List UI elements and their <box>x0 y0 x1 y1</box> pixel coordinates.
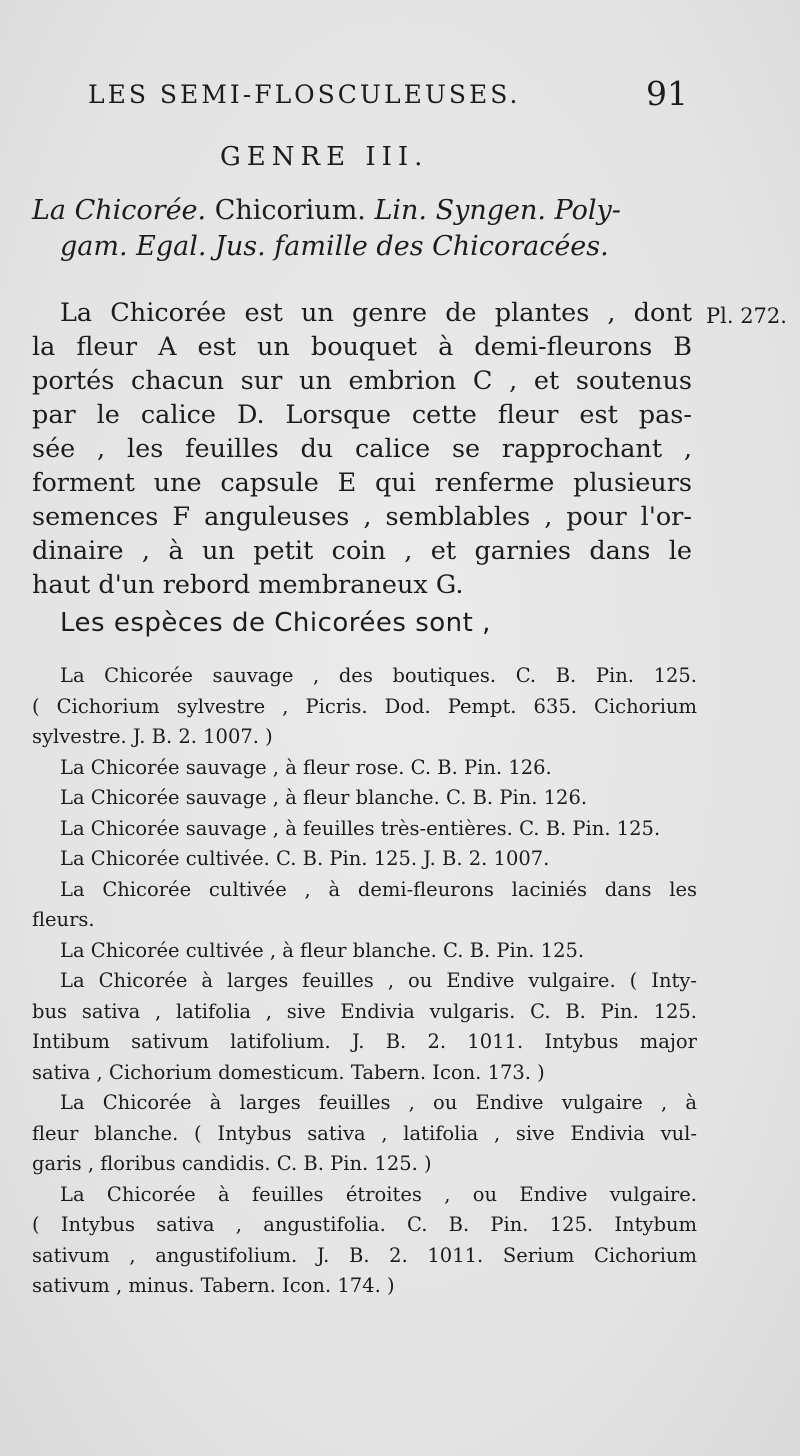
species-line: La Chicorée cultivée , à fleur blanche. C. B. Pin. 125. <box>60 938 585 962</box>
description-line: dinaire , à un petit coin , et garnies dans le <box>32 536 692 566</box>
description-line: La Chicorée est un genre de plantes , dont <box>60 298 692 328</box>
description-line: la fleur A est un bouquet à demi-fleurons B <box>32 332 692 362</box>
species-entry <box>32 783 697 814</box>
species-entry <box>32 875 697 936</box>
species-line: La Chicorée à larges feuilles , ou Endive vulgaire , à <box>60 1091 697 1114</box>
species-line: La Chicorée cultivée , à demi-fleurons laciniés dans les <box>60 877 697 901</box>
genus-classification: Lin. Syngen. Poly- <box>374 195 621 226</box>
species-line: La Chicorée sauvage , à feuilles très-entières. C. B. Pin. 125. <box>60 816 661 840</box>
description-line: forment une capsule E qui renferme plusieurs <box>32 468 692 498</box>
species-entry <box>32 753 697 784</box>
genus-name-latin: Chicorium. <box>206 195 375 226</box>
genre-heading: GENRE III. <box>220 142 429 172</box>
species-line: La Chicorée sauvage , à fleur rose. C. B. Pin. 126. <box>60 755 552 779</box>
description-line: par le calice D. Lorsque cette fleur est pas- <box>32 400 692 430</box>
running-title: LES SEMI-FLOSCULEUSES. <box>88 80 521 109</box>
genus-title-line-2: gam. Egal. Jus. famille des Chicoracées. <box>60 231 609 262</box>
species-line: ( Intybus sativa , angustifolia. C. B. Pin. 125. Intybum <box>32 1213 697 1236</box>
genus-description <box>32 296 692 602</box>
species-entry <box>32 844 697 875</box>
species-entry <box>32 1088 697 1180</box>
species-list <box>32 661 697 1302</box>
species-entry <box>32 966 697 1088</box>
species-heading: Les espèces de Chicorées sont , <box>60 608 491 638</box>
species-line: sativa , Cichorium domesticum. Tabern. Icon. 173. ) <box>32 1060 545 1084</box>
species-line: La Chicorée sauvage , à fleur blanche. C. B. Pin. 126. <box>60 786 588 809</box>
species-line: bus sativa , latifolia , sive Endivia vulgaris. C. B. Pin. 125. <box>32 999 697 1023</box>
plate-reference: Pl. 272. <box>706 304 787 328</box>
species-line: La Chicorée à larges feuilles , ou Endive vulgaire. ( Inty- <box>60 969 697 992</box>
genus-name-french: La Chicorée. <box>32 195 207 226</box>
description-line: semences F anguleuses , semblables , pour l'or- <box>32 502 692 532</box>
page-number: 91 <box>646 74 688 113</box>
species-line: sativum , minus. Tabern. Icon. 174. ) <box>32 1274 395 1297</box>
genus-title <box>32 193 700 265</box>
species-entry <box>32 936 697 967</box>
genus-title-line-1 <box>32 193 700 229</box>
description-line: haut d'un rebord membraneux G. <box>32 570 464 600</box>
species-line: La Chicorée à feuilles étroites , ou Endive vulgaire. <box>60 1182 697 1206</box>
species-line: garis , floribus candidis. C. B. Pin. 125. ) <box>32 1152 432 1175</box>
species-entry <box>32 1180 697 1302</box>
species-line: fleur blanche. ( Intybus sativa , latifolia , sive Endivia vul- <box>32 1121 697 1145</box>
species-entry <box>32 814 697 845</box>
species-line: Intibum sativum latifolium. J. B. 2. 1011. Intybus major <box>32 1030 697 1053</box>
species-line: fleurs. <box>32 908 95 931</box>
species-line: La Chicorée cultivée. C. B. Pin. 125. J. B. 2. 1007. <box>60 847 550 870</box>
species-line: sativum , angustifolium. J. B. 2. 1011. Serium Cichorium <box>32 1243 697 1267</box>
description-line: portés chacun sur un embrion C , et soutenus <box>32 366 692 396</box>
description-line: sée , les feuilles du calice se rapprochant , <box>32 434 692 464</box>
species-line: La Chicorée sauvage , des boutiques. C. B. Pin. 125. <box>60 664 697 687</box>
species-line: sylvestre. J. B. 2. 1007. ) <box>32 725 273 748</box>
species-line: ( Cichorium sylvestre , Picris. Dod. Pempt. 635. Cichorium <box>32 694 697 718</box>
species-entry <box>32 661 697 753</box>
running-head <box>88 74 688 120</box>
